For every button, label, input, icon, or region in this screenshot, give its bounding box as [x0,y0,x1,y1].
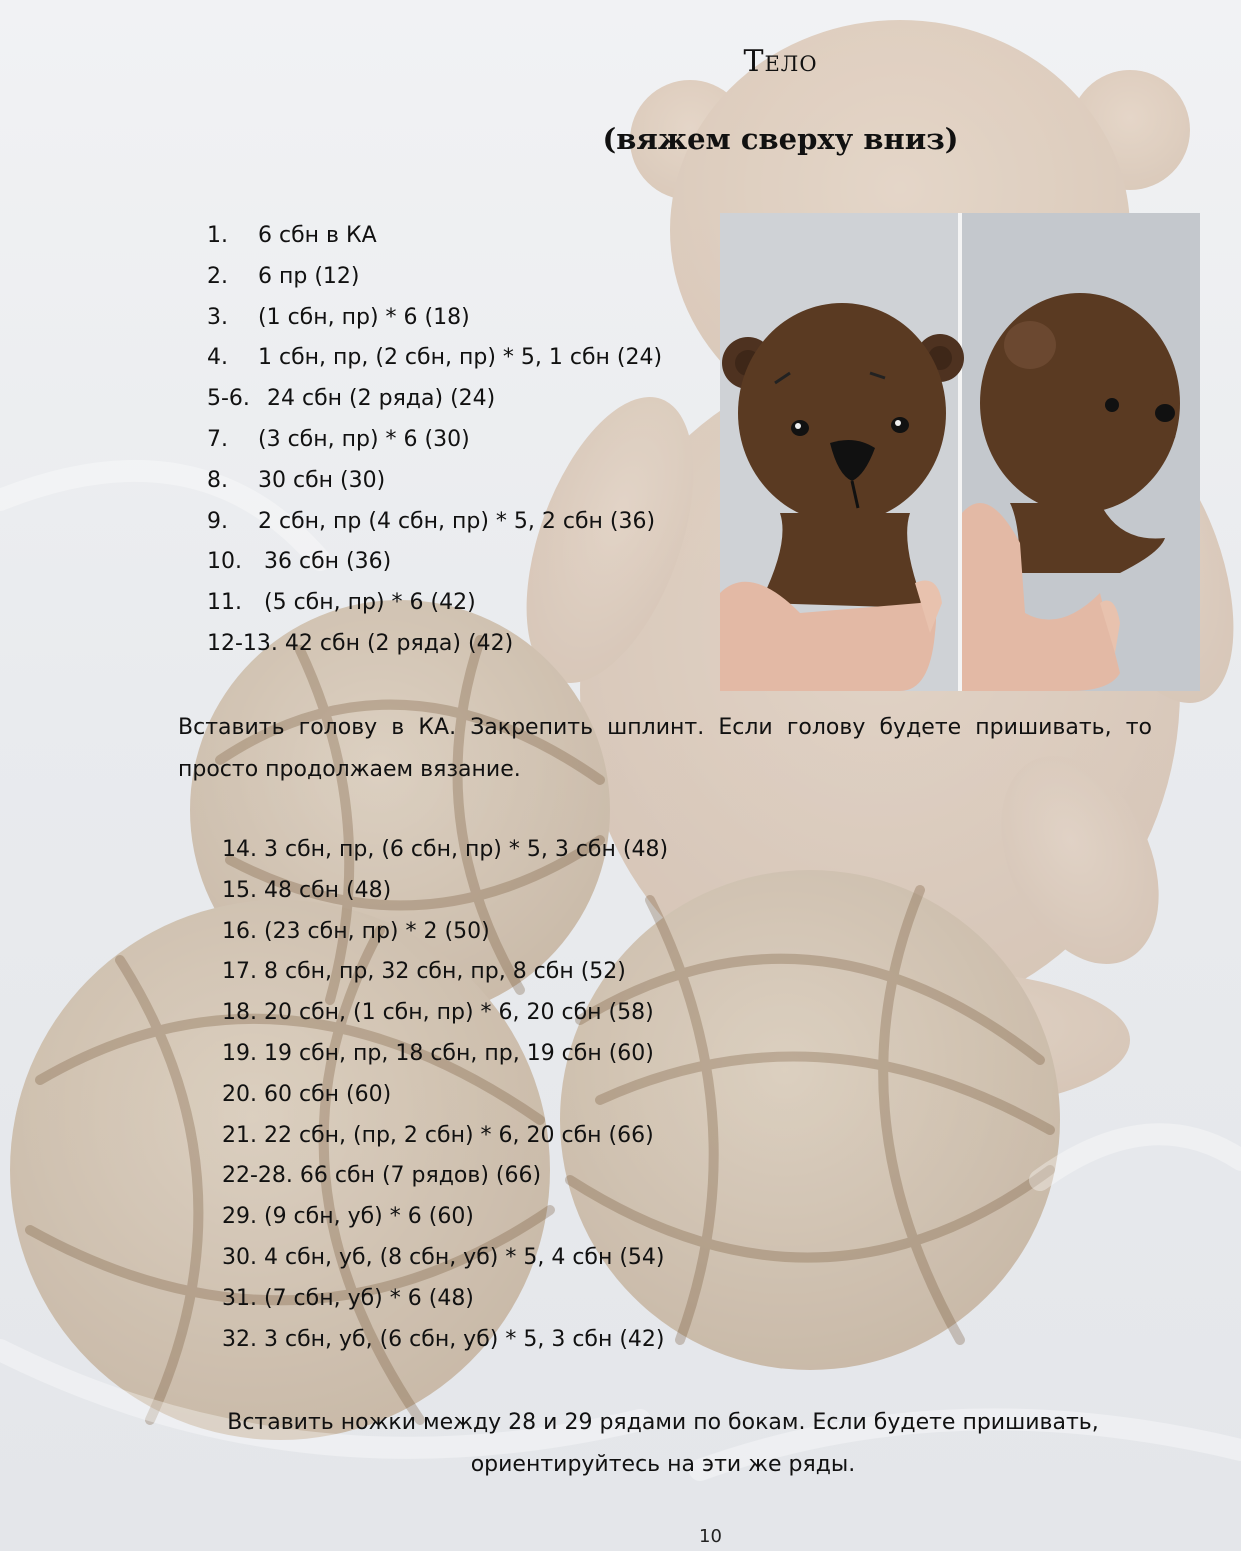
row-text: 6 пр (12) [258,263,360,289]
list-item: 15. 48 сбн (48) [222,877,392,903]
row-number: 9. [207,508,228,534]
list-item [207,338,662,379]
list-item [207,624,662,665]
list-item [207,420,662,461]
row-text: 24 сбн (2 ряда) (24) [267,386,496,412]
row-text: (5 сбн, пр) * 6 (42) [264,590,476,616]
row-number: 11. [207,590,242,616]
list-item: 22-28. 66 сбн (7 рядов) (66) [222,1163,542,1189]
row-number: 2. [207,263,228,289]
row-text: 30 сбн (30) [258,467,386,493]
row-text: 6 сбн в КА [258,223,377,248]
list-item [207,542,662,583]
list-item: 31. (7 сбн, уб) * 6 (48) [222,1285,474,1311]
row-number: 10. [207,549,242,575]
row-text: (3 сбн, пр) * 6 (30) [258,426,470,452]
list-item: 29. (9 сбн, уб) * 6 (60) [222,1204,474,1230]
list-item [207,379,662,420]
list-item: 18. 20 сбн, (1 сбн, пр) * 6, 20 сбн (58) [222,1000,654,1026]
row-number: 12-13. [207,630,278,656]
row-number: 3. [207,304,228,330]
row-text: 36 сбн (36) [264,549,392,575]
bear-photo [720,213,1200,691]
list-item: 30. 4 сбн, уб, (8 сбн, уб) * 5, 4 сбн (54) [222,1244,665,1270]
list-item: 20. 60 сбн (60) [222,1081,392,1107]
page-subtitle: (вяжем сверху вниз) [602,122,959,156]
row-number: 8. [207,467,228,493]
page-number: 10 [699,1526,722,1547]
closing-paragraph: Вставить ножки между 28 и 29 рядами по бокам. Если будете пришивать, ориентируйтесь на эти же ряды. [227,1410,1099,1477]
row-number: 1. [207,223,228,248]
instruction-paragraph: Вставить голову в КА. Закрепить шплинт. Если голову будете пришивать, то просто продолжаем вязание. [178,715,1152,782]
list-item [207,257,662,298]
list-item: 32. 3 сбн, уб, (6 сбн, уб) * 5, 3 сбн (42) [222,1326,665,1352]
list-item [207,298,662,339]
list-item: 19. 19 сбн, пр, 18 сбн, пр, 19 сбн (60) [222,1040,654,1066]
list-item: 17. 8 сбн, пр, 32 сбн, пр, 8 сбн (52) [222,959,626,985]
row-number: 4. [207,345,228,371]
row-number: 7. [207,426,228,452]
rows-list-part1 [207,216,662,665]
rows-list-part2 [222,830,668,1360]
row-text: 1 сбн, пр, (2 сбн, пр) * 5, 1 сбн (24) [258,345,663,371]
list-item: 16. (23 сбн, пр) * 2 (50) [222,918,490,944]
row-text: 2 сбн, пр (4 сбн, пр) * 5, 2 сбн (36) [258,508,656,534]
page-title: Тело [743,44,818,79]
row-text: 42 сбн (2 ряда) (42) [284,630,514,656]
list-item [207,583,662,624]
list-item [207,502,662,543]
list-item: 14. 3 сбн, пр, (6 сбн, пр) * 5, 3 сбн (48) [222,837,669,862]
list-item [207,216,662,257]
list-item: 21. 22 сбн, (пр, 2 сбн) * 6, 20 сбн (66) [222,1122,654,1148]
list-item [207,461,662,502]
row-text: (1 сбн, пр) * 6 (18) [258,304,470,330]
row-number: 5-6. [207,386,250,412]
